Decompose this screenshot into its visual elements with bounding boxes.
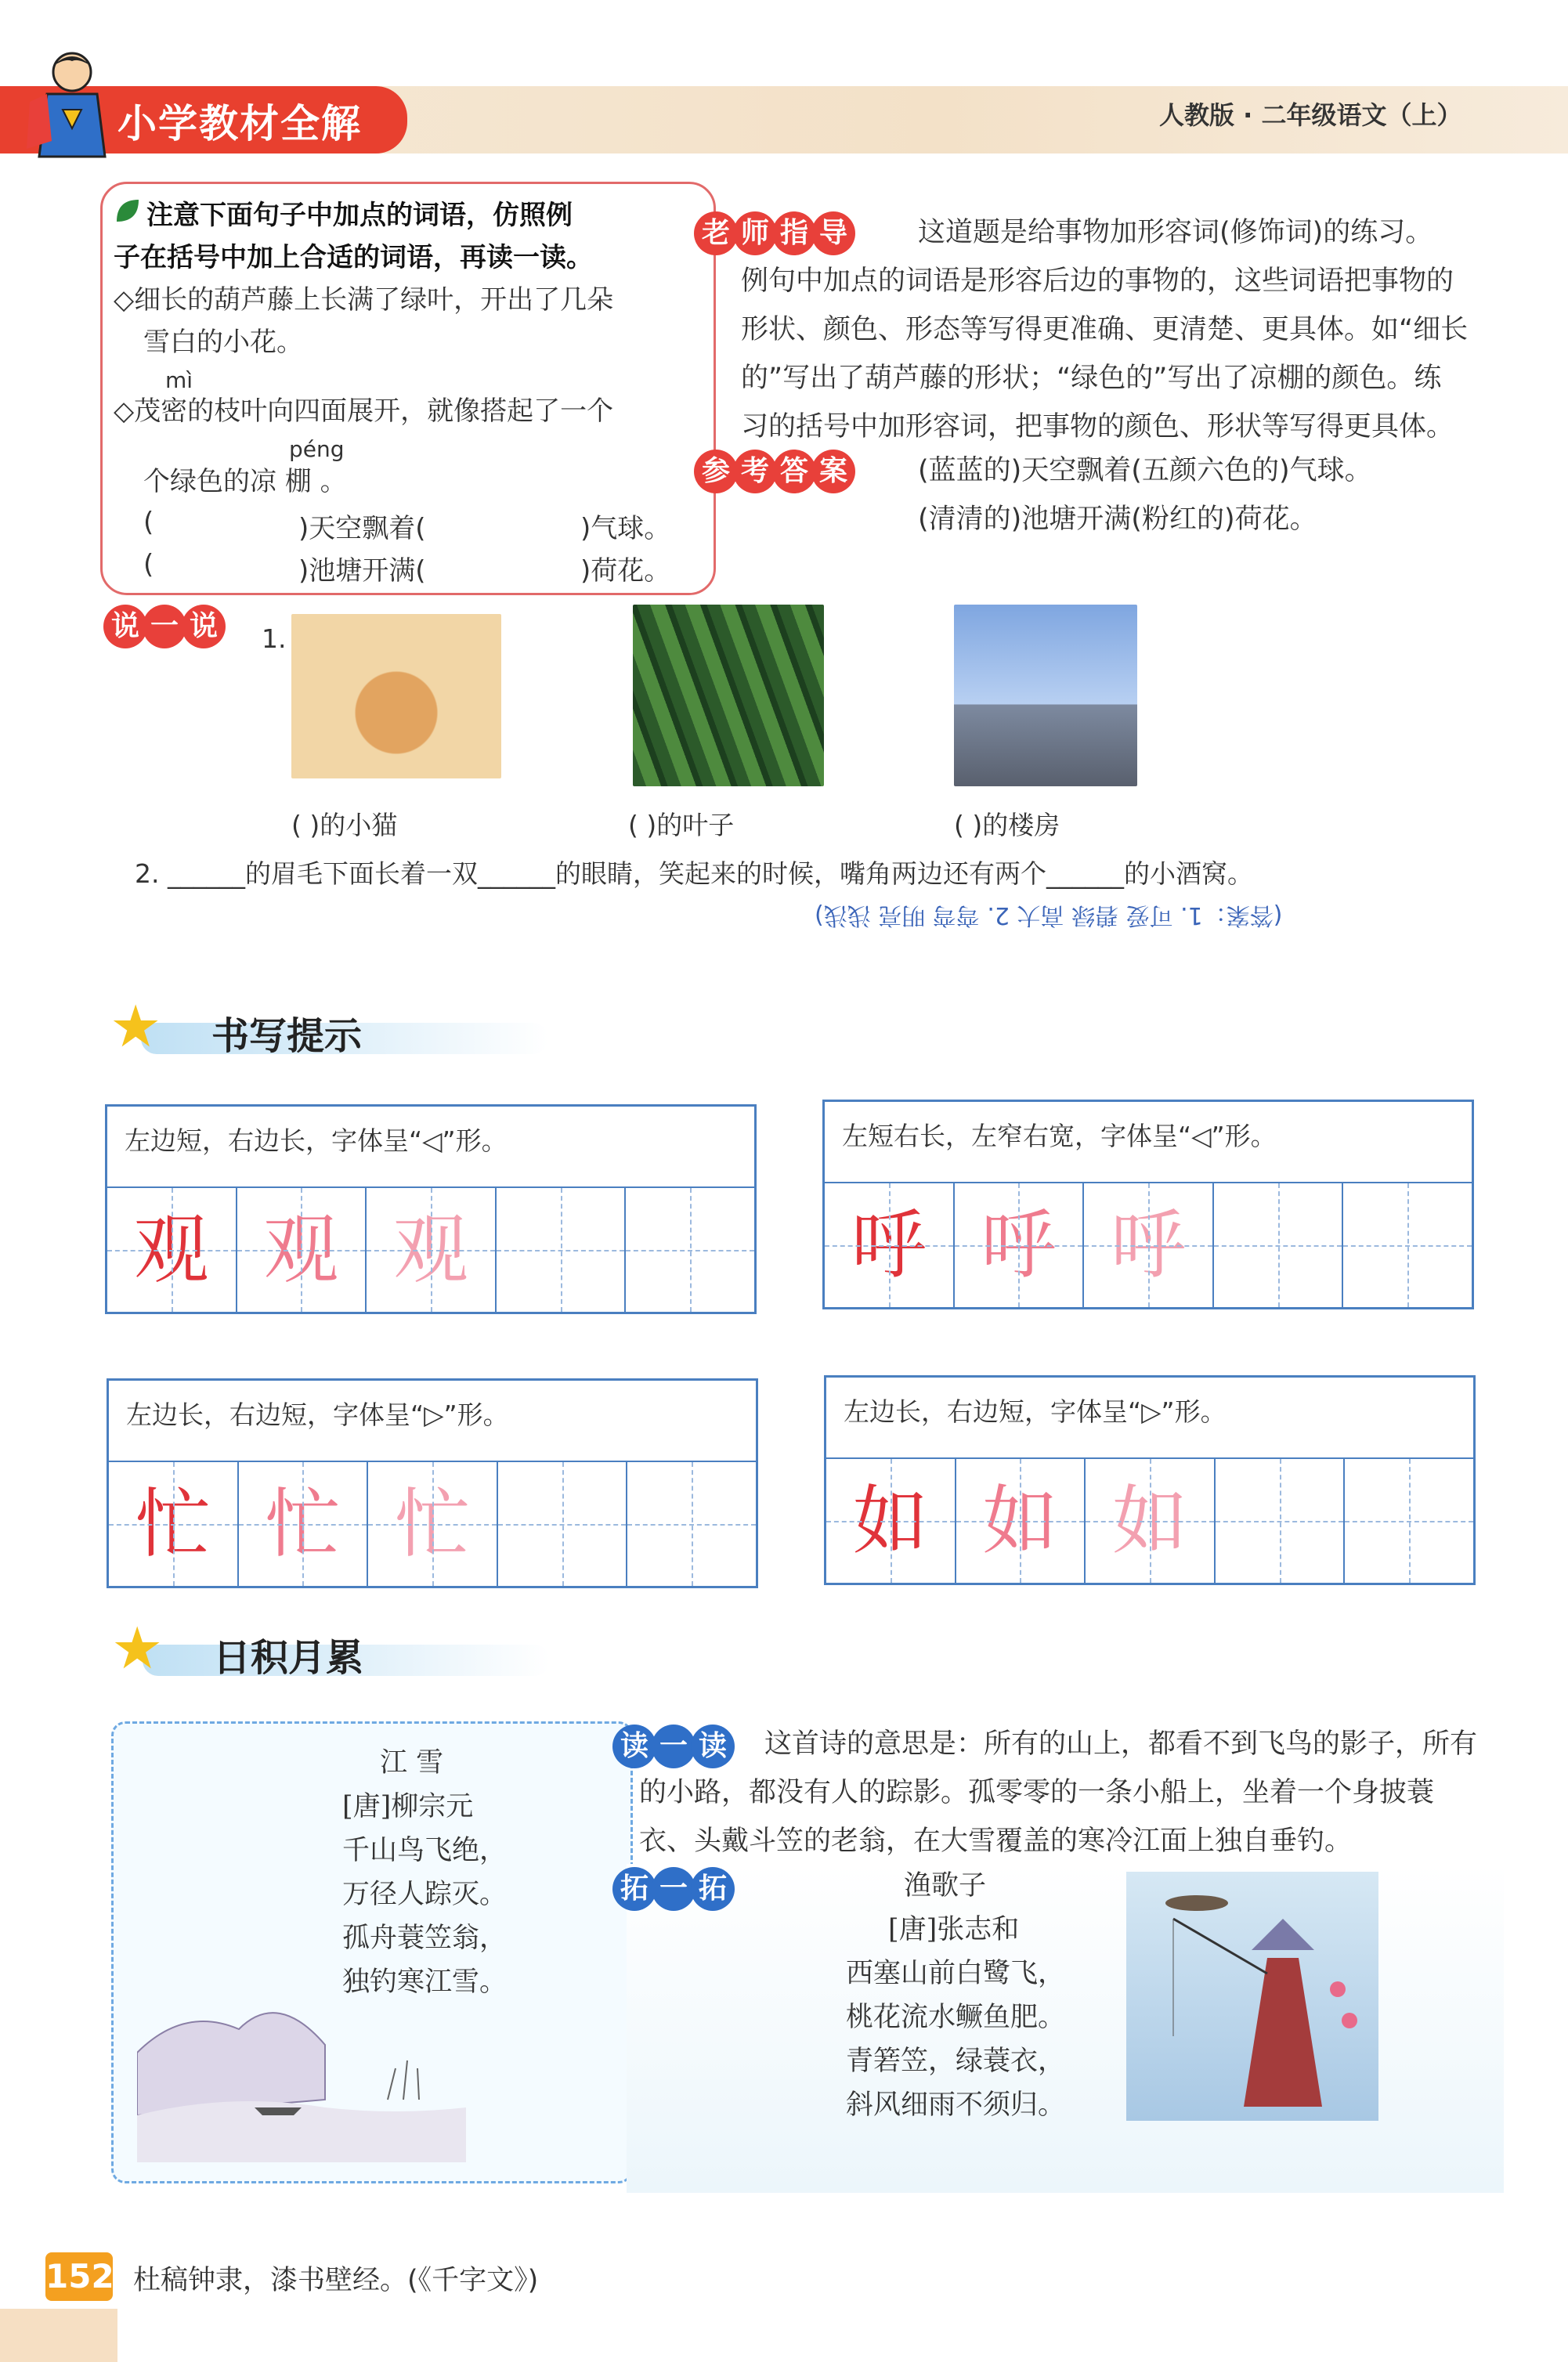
grid-cell-char: 呼 [825, 1183, 955, 1307]
page-number: 152 [45, 2252, 113, 2301]
grid-cell-char: 观 [107, 1188, 237, 1312]
leaf-blank-label: ( )的叶子 [628, 810, 735, 840]
teacher-guide-line-3: 形状、颜色、形态等写得更准确、更清楚、更具体。如“细长 [741, 314, 1469, 345]
blank-row-1-end: )气球。 [580, 513, 671, 544]
exercise-instruction-1: 注意下面句子中加点的词语，仿照例 [146, 200, 573, 231]
blank-row-1-open: ( [143, 507, 154, 538]
poem2-line: 西塞山前白鹭飞， [846, 1958, 1066, 1989]
grid-cell-char: 如 [826, 1459, 956, 1583]
writing-caption: 左边短，右边长，字体呈“◁”形。 [125, 1125, 508, 1156]
badge-char: 拓 [612, 1867, 656, 1911]
exercise-box [100, 182, 716, 595]
read-line-1: 这首诗的意思是：所有的山上，都看不到飞鸟的影子，所有 [764, 1728, 1478, 1760]
skyscraper-photo [954, 605, 1137, 786]
grid-cell-char: 呼 [955, 1183, 1085, 1307]
kitten-photo [291, 614, 501, 778]
badge-char: 指 [772, 211, 816, 255]
edition-label: 人教版 · 二年级语文（上） [1159, 100, 1462, 130]
star-icon: ★ [111, 1615, 164, 1682]
speak-item-2: 2. ______的眉毛下面长着一双______的眼睛，笑起来的时候，嘴角两边还有两个______的小酒窝。 [135, 858, 1253, 889]
poem-title: 江 雪 [380, 1747, 444, 1779]
poem2-title: 渔歌子 [904, 1870, 987, 1902]
speak-item-1-number: 1. [262, 623, 287, 654]
leaves-photo [633, 605, 824, 786]
poem2-line: 斜风细雨不须归。 [846, 2089, 1066, 2121]
upside-down-answer: (答案：1. 可爱 碧绿 高大 2. 弯弯 明亮 浅浅) [815, 901, 1283, 929]
badge-char: 案 [811, 450, 855, 493]
reference-answer-1: (蓝蓝的)天空飘着(五颜六色的)气球。 [918, 455, 1372, 486]
grid-cell-empty [1216, 1459, 1346, 1583]
writing-grid [107, 1186, 754, 1312]
writing-grid [825, 1182, 1472, 1307]
fisherman-painting [1126, 1872, 1378, 2121]
pinyin-mi: mì [165, 367, 193, 393]
teacher-guide-line-4: 的”写出了葫芦藤的形状；“绿色的”写出了凉棚的颜色。练 [741, 363, 1442, 394]
writing-grid [109, 1461, 756, 1586]
grid-cell-char: 如 [1086, 1459, 1216, 1583]
poem-line: 孤舟蓑笠翁， [342, 1923, 508, 1954]
blank-row-1-mid: )天空飘着( [298, 513, 426, 544]
badge-char: 老 [694, 211, 738, 255]
fisherman-illustration [1126, 1872, 1378, 2121]
writing-caption: 左边长，右边短，字体呈“▷”形。 [844, 1396, 1227, 1427]
grid-cell-empty [498, 1462, 628, 1586]
badge-char: 答 [772, 450, 816, 493]
badge-char: 读 [691, 1725, 735, 1768]
accumulate-heading [111, 1615, 550, 1682]
poem-line: 千山鸟飞绝， [342, 1835, 508, 1866]
writing-tips-title: 书写提示 [211, 1014, 363, 1058]
writing-box-guan [105, 1104, 757, 1314]
blank-row-2-end: )荷花。 [580, 555, 671, 587]
blank-row-2-mid: )池塘开满( [298, 555, 426, 587]
superhero-mascot-icon [23, 47, 125, 164]
star-icon: ★ [110, 993, 162, 1060]
writing-caption: 左边长，右边短，字体呈“▷”形。 [126, 1400, 509, 1430]
poem-box [111, 1721, 633, 2183]
grid-cell-empty [1343, 1183, 1472, 1307]
badge-char: 一 [652, 1867, 695, 1911]
badge-char: 说 [103, 605, 147, 648]
grid-cell-empty [626, 1188, 754, 1312]
grid-cell-empty [497, 1188, 627, 1312]
grid-cell-char: 忙 [239, 1462, 369, 1586]
cat-blank-label: ( )的小猫 [291, 810, 398, 840]
poem2-author: [唐]张志和 [888, 1914, 1020, 1945]
grid-cell-empty [1345, 1459, 1473, 1583]
teacher-guide-line-5: 习的括号中加形容词，把事物的颜色、形状等写得更具体。 [741, 411, 1454, 442]
writing-box-mang [107, 1378, 758, 1588]
exercise-instruction-2: 子在括号中加上合适的词语，再读一读。 [114, 242, 593, 273]
writing-tips-heading [110, 993, 548, 1060]
extend-badge [612, 1867, 730, 1911]
badge-char: 参 [694, 450, 738, 493]
footer-quote: 杜稿钟隶，漆书壁经。(《千字文》) [133, 2265, 539, 2296]
poem2-line: 桃花流水鳜鱼肥。 [846, 2002, 1066, 2033]
poem2-line: 青箬笠，绿蓑衣， [846, 2046, 1066, 2077]
badge-char: 师 [733, 211, 777, 255]
reference-answer-2: (清清的)池塘开满(粉红的)荷花。 [918, 504, 1317, 535]
grid-cell-char: 忙 [109, 1462, 239, 1586]
poem-line: 万径人踪灭。 [342, 1879, 508, 1910]
speak-badge [103, 605, 221, 648]
read-badge [612, 1725, 730, 1768]
grid-cell-char: 如 [956, 1459, 1086, 1583]
building-blank-label: ( )的楼房 [954, 810, 1060, 840]
badge-char: 说 [182, 605, 226, 648]
read-line-3: 衣、头戴斗笠的老翁，在大雪覆盖的寒冷江面上独自垂钓。 [639, 1826, 1353, 1857]
footer-band [0, 2309, 117, 2362]
poem-author: [唐]柳宗元 [342, 1791, 474, 1822]
grid-cell-empty [627, 1462, 756, 1586]
read-line-2: 的小路，都没有人的踪影。孤零零的一条小船上，坐着一个身披蓑 [639, 1777, 1435, 1808]
teacher-guide-line-1: 这道题是给事物加形容词(修饰词)的练习。 [918, 217, 1433, 248]
example-2-line-1: ◇茂密的枝叶向四面展开，就像搭起了一个 [114, 395, 614, 427]
book-title: 小学教材全解 [117, 101, 362, 146]
example-1-line-1: ◇细长的葫芦藤上长满了绿叶，开出了几朵 [114, 284, 614, 316]
badge-char: 拓 [691, 1867, 735, 1911]
blank-row-2-open: ( [143, 549, 154, 580]
badge-char: 考 [733, 450, 777, 493]
grid-cell-char: 观 [237, 1188, 367, 1312]
writing-box-hu [822, 1100, 1474, 1309]
writing-grid [826, 1457, 1473, 1583]
grid-cell-char: 观 [367, 1188, 497, 1312]
grid-cell-char: 呼 [1084, 1183, 1214, 1307]
grid-cell-char: 忙 [368, 1462, 498, 1586]
reference-answer-badge [694, 450, 851, 493]
badge-char: 导 [811, 211, 855, 255]
grid-cell-empty [1214, 1183, 1344, 1307]
badge-char: 一 [143, 605, 186, 648]
example-1-line-2: 雪白的小花。 [143, 327, 303, 358]
writing-box-ru [824, 1375, 1476, 1585]
badge-char: 读 [612, 1725, 656, 1768]
badge-char: 一 [652, 1725, 695, 1768]
pinyin-peng: péng [289, 436, 345, 462]
writing-caption: 左短右长，左窄右宽，字体呈“◁”形。 [842, 1121, 1277, 1151]
example-2-line-2: 个绿色的凉 棚 。 [143, 466, 347, 497]
teacher-guide-badge [694, 211, 851, 255]
accumulate-title: 日积月累 [213, 1636, 364, 1680]
teacher-guide-line-2: 例句中加点的词语是形容后边的事物的，这些词语把事物的 [741, 265, 1454, 297]
poem-line: 独钓寒江雪。 [342, 1967, 508, 1998]
leaf-icon [114, 197, 142, 225]
